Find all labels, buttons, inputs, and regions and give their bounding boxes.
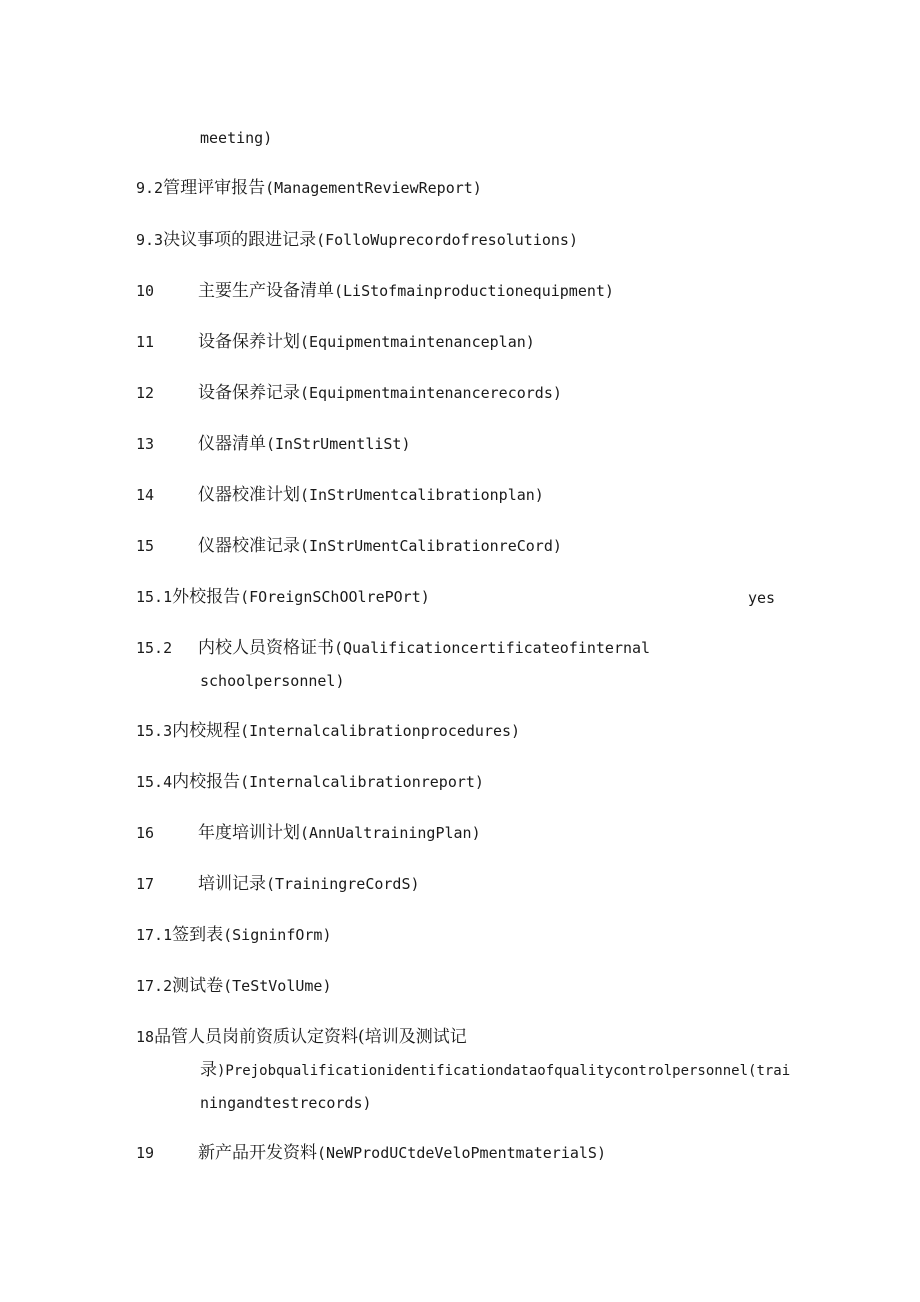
item-number: 9.2 [136,179,164,197]
item-title-en: (ManagementReviewReport) [265,179,482,197]
item-title-cn: 仪器校准记录 [198,536,300,556]
item-title-cn: 内校报告 [172,772,241,792]
continuation-line [200,128,272,148]
item-title-cn: 决议事项的跟进记录 [163,230,317,250]
item-title-cn: 年度培训计划 [198,823,300,843]
item-title-cn: 内校人员资格证书 [198,638,334,658]
item-title-en: (Internalcalibrationprocedures) [240,722,521,740]
item-title-en: (Qualificationcertificateofinternal [334,639,651,657]
item-title-cn: 主要生产设备清单 [198,281,334,301]
list-item [136,976,332,996]
item-title-continuation: )Prejobqualificationidentificationdataofqualitycontrolpersonnel(trai [217,1063,791,1079]
item-title-en: (Equipmentmaintenanceplan) [300,333,535,351]
item-title-en: (InStrUmentCalibrationreCord) [300,537,562,555]
item-number: 19 [136,1144,155,1162]
item-number: 15.2 [136,639,173,657]
item-title-continuation: schoolpersonnel) [200,672,345,690]
item-title-cn: 内校规程 [172,721,241,741]
list-item [136,230,578,250]
item-title-cn: 新产品开发资料 [198,1143,317,1163]
list-item [136,178,482,198]
item-title-cn: 签到表 [172,925,224,945]
item-title-en: (LiStofmainproductionequipment) [334,282,614,300]
item-number: 11 [136,333,155,351]
item-title-cn: 培训记录 [198,874,266,894]
list-item [136,772,484,792]
item-title-cn: 仪器清单 [198,434,266,454]
item-title-en: (TeStVolUme) [223,977,332,995]
continuation-text: meeting) [200,129,273,147]
list-item [136,721,520,741]
item-title-en: (TrainingreCordS) [266,875,420,893]
item-number: 13 [136,435,155,453]
item-title-en: (Equipmentmaintenancerecords) [300,384,562,402]
item-title-en: (SigninfOrm) [223,926,332,944]
item-number: 15.4 [136,773,173,791]
item-number: 17.2 [136,977,173,995]
item-number: 12 [136,384,155,402]
item-title-en: (InStrUmentcalibrationplan) [300,486,544,504]
item-title-cn: 设备保养记录 [198,383,300,403]
item-number: 10 [136,282,155,300]
list-item [136,925,332,945]
item-number: 15 [136,537,155,555]
item-title-continuation-2: ningandtestrecords) [200,1094,372,1112]
item-number: 17 [136,875,155,893]
item-number: 18 [136,1028,155,1046]
item-number: 15.1 [136,588,173,606]
item-title-cn: 设备保养计划 [198,332,300,352]
item-title-en: (AnnUaltrainingPlan) [300,824,481,842]
item-number: 9.3 [136,231,164,249]
item-title-en: (NeWProdUCtdeVeloPmentmaterialS) [317,1144,606,1162]
item-title-en: (Internalcalibrationreport) [240,773,484,791]
item-title-en: (FOreignSChOOlrePOrt) [240,588,430,606]
item-title-en: (FolloWuprecordofresolutions) [316,231,578,249]
item-title-cn-continuation: 录 [200,1060,217,1080]
item-title-cn: 外校报告 [172,587,241,607]
item-number: 16 [136,824,155,842]
item-note: yes [748,589,776,607]
item-title-cn: 管理评审报告 [163,178,266,198]
item-title-en: (InStrUmentliSt) [266,435,411,453]
item-title-cn: 测试卷 [172,976,224,996]
item-title-cn: 仪器校准计划 [198,485,300,505]
item-number: 15.3 [136,722,173,740]
item-number: 17.1 [136,926,173,944]
item-number: 14 [136,486,155,504]
item-title-cn: 品管人员岗前资质认定资料(培训及测试记 [154,1027,467,1047]
